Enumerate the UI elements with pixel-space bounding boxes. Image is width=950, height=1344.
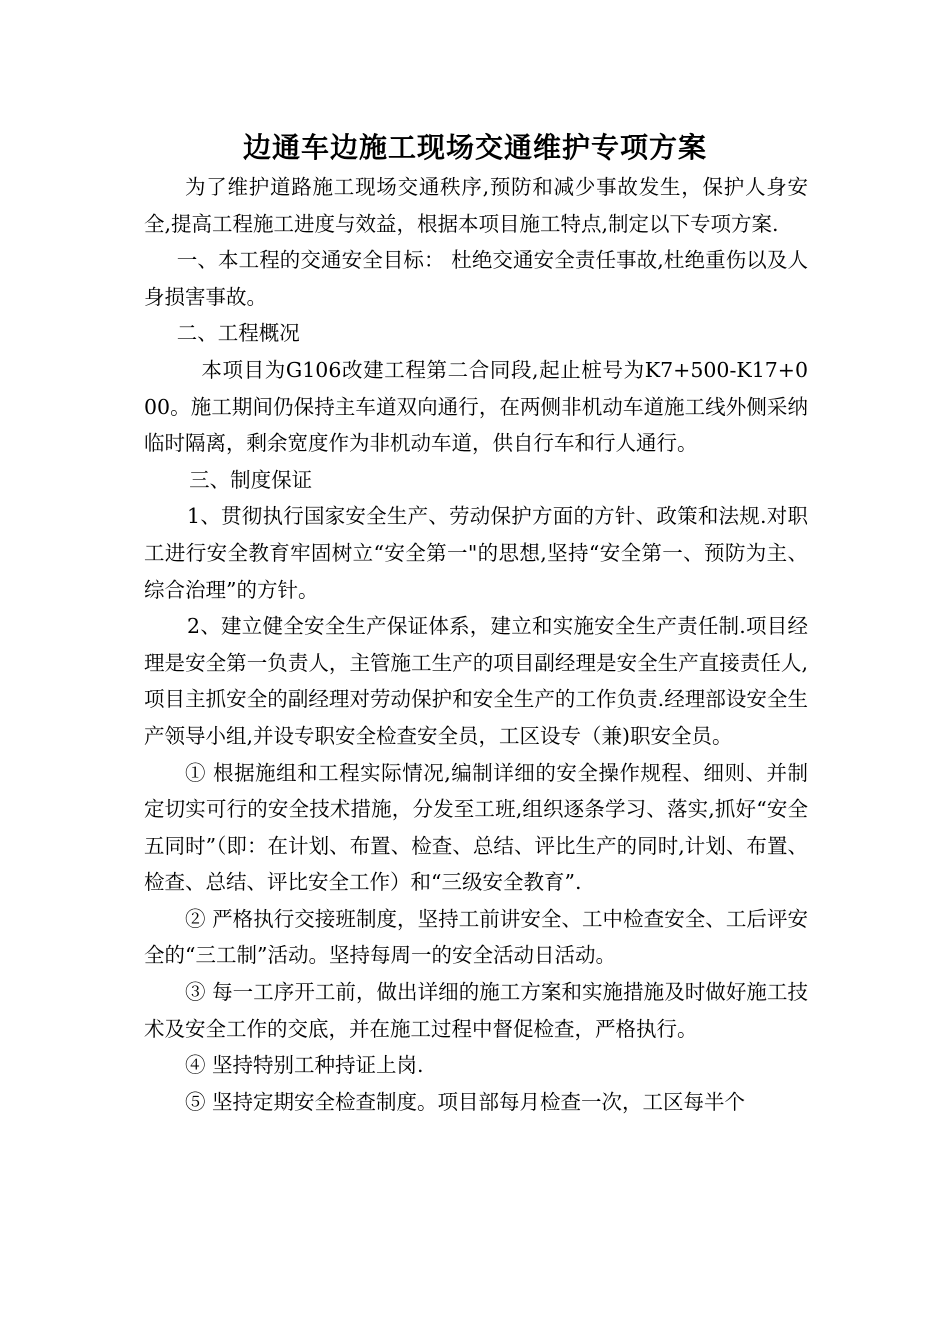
section-heading-overview: 二、工程概况 [176,321,300,346]
document-title: 边通车边施工现场交通维护专项方案 [242,131,707,164]
list-item-circled-4: ④ 坚持特别工种持证上岗. [185,1053,424,1078]
overview-paragraph: 本项目为G106改建工程第二合同段,起止桩号为K7+500-K17+000。施工期间仍保持主车道双向通行，在两侧非机动车道施工线外侧采纳临时隔离，剩余宽度作为非机动车道，供自行车和行人通行。 [144,357,808,456]
system-item-2: 2、建立健全安全生产保证体系，建立和实施安全生产责任制.项目经理是安全第一负责人，主管施工生产的项目副经理是安全生产直接责任人,项目主抓安全的副经理对劳动保护和安全生产的工作负责.经理部设安全生产领导小组,并设专职安全检查安全员，工区设专（兼)职安全员。 [144,614,808,748]
section-safety-goal: 一、本工程的交通安全目标： 杜绝交通安全责任事故,杜绝重伤以及人身损害事故。 [144,248,808,309]
list-item-circled-1: ① 根据施组和工程实际情况,编制详细的安全操作规程、细则、并制定切实可行的安全技术措施，分发至工班,组织逐条学习、落实,抓好“安全五同时”（即：在计划、布置、检查、总结、评比生产的同时,计划、布置、检查、总结、评比安全工作）和“三级安全教育”. [144,760,808,895]
system-item-1: 1、贯彻执行国家安全生产、劳动保护方面的方针、政策和法规.对职工进行安全教育牢固树立“安全第一"的思想,坚持“安全第一、预防为主、综合治理”的方针。 [144,504,808,602]
list-item-circled-3: ③ 每一工序开工前，做出详细的施工方案和实施措施及时做好施工技术及安全工作的交底，并在施工过程中督促检查，严格执行。 [144,980,808,1041]
intro-paragraph: 为了维护道路施工现场交通秩序,预防和减少事故发生，保护人身安全,提高工程施工进度与效益，根据本项目施工特点,制定以下专项方案. [144,175,808,236]
list-item-circled-5: ⑤ 坚持定期安全检查制度。项目部每月检查一次，工区每半个 [185,1089,746,1114]
list-item-circled-2: ② 严格执行交接班制度，坚持工前讲安全、工中检查安全、工后评安全的“三工制”活动。坚持每周一的安全活动日活动。 [144,906,808,968]
section-heading-system: 三、制度保证 [189,467,313,492]
document-body [144,169,808,1120]
